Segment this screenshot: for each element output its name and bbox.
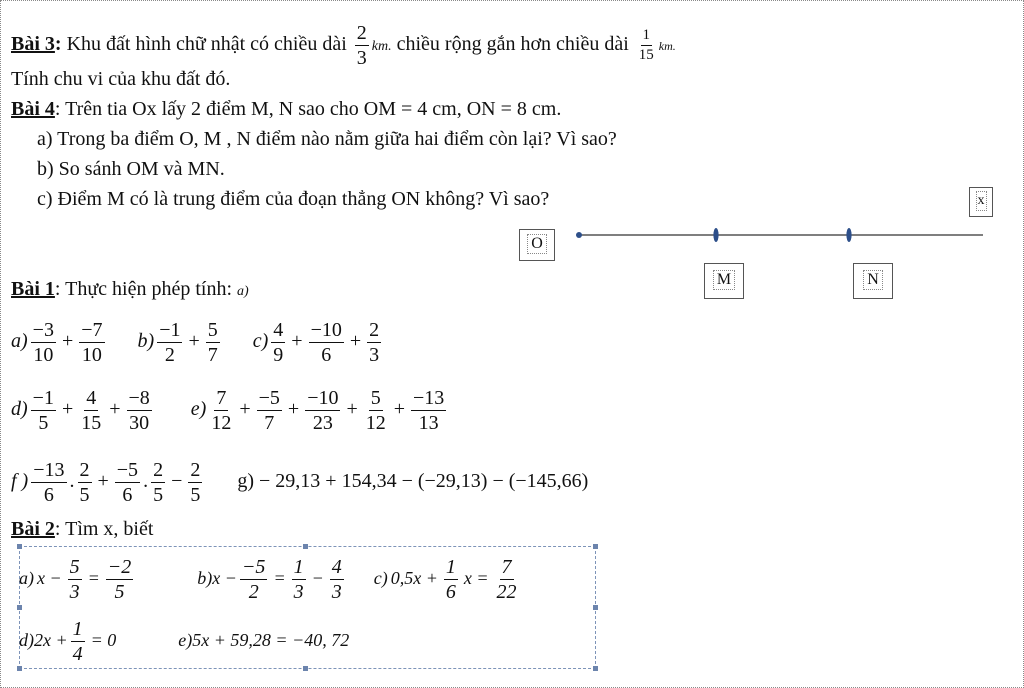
point-n-marker bbox=[846, 228, 851, 242]
resize-handle[interactable] bbox=[593, 544, 598, 549]
fraction: $\frac{-13}{13}$ bbox=[413, 386, 445, 434]
bai4-question-a: a) Trong ba điểm O, M , N điểm nào nằm giữa hai điểm còn lại? Vì sao? bbox=[37, 128, 617, 150]
bai2-e-equation: e)5x + 59,28 = −40, 72 bbox=[178, 630, 350, 650]
fraction: $\frac{5}{12}$ bbox=[365, 386, 386, 434]
bai1-label: Bài 1 bbox=[11, 278, 55, 300]
fraction: $\frac{-5}{6}$ bbox=[116, 458, 139, 506]
fraction: $\frac{-7}{10}$ bbox=[81, 318, 103, 366]
fraction: $\frac{-1}{5}$ bbox=[32, 386, 54, 434]
fraction: $\frac{2}{3}$ bbox=[369, 318, 380, 366]
bai1-row-1: a) $\frac{-3}{10}$ + $\frac{-7}{10}$ b) $\frac{-1}{2}$ + $\frac{5}{7}$ c) $\frac{4}{9}$ + $\frac{-10}{6}$ + $\frac{2}{3}$ bbox=[11, 318, 380, 366]
fraction: $\frac{4}{9}$ bbox=[273, 318, 284, 366]
bai3-text-2: chiều rộng gắn hơn chiều dài bbox=[391, 33, 629, 56]
fraction: $\frac{5}{7}$ bbox=[207, 318, 218, 366]
bai1-line: Bài 1: Thực hiện phép tính: a) bbox=[11, 278, 249, 300]
label-n-box: N bbox=[853, 263, 893, 299]
fraction: $\frac{-8}{30}$ bbox=[128, 386, 150, 434]
bai4-label: Bài 4 bbox=[11, 98, 55, 120]
fraction: $\frac{2}{5}$ bbox=[190, 458, 201, 506]
fraction: $\frac{-3}{10}$ bbox=[32, 318, 54, 366]
fraction: $\frac{2}{5}$ bbox=[153, 458, 164, 506]
bai4-line: Bài 4: Trên tia Ox lấy 2 điểm M, N sao cho OM = 4 cm, ON = 8 cm. bbox=[11, 98, 562, 120]
point-o-marker bbox=[576, 232, 582, 238]
label-o-box: O bbox=[519, 229, 555, 261]
bai2-label: Bài 2 bbox=[11, 518, 55, 540]
bai3-label: Bài 3 bbox=[11, 33, 55, 56]
bai3-line-2: Tính chu vi của khu đất đó. bbox=[11, 68, 231, 90]
fraction: $\frac{-10}{6}$ bbox=[310, 318, 342, 366]
bai1-row-3: f ) $\frac{-13}{6}$ . $\frac{2}{5}$ + $\frac{-5}{6}$ . $\frac{2}{5}$ − $\frac{2}{5}$ g) − 29,13 + 154,34 − (−29,13) − (−145,66) bbox=[11, 458, 589, 506]
label-x-box: x bbox=[969, 187, 993, 217]
resize-handle[interactable] bbox=[593, 666, 598, 671]
bai3-text-1: Khu đất hình chữ nhật có chiều dài bbox=[61, 33, 347, 56]
point-m-marker bbox=[713, 228, 718, 242]
ray-diagram bbox=[1, 1, 1023, 301]
fraction: $\frac{7}{12}$ bbox=[211, 386, 232, 434]
fraction: $\frac{-1}{2}$ bbox=[159, 318, 181, 366]
bai3-length-fraction: $\frac{2}{3}$ bbox=[356, 22, 367, 69]
bai4-question-c: c) Điểm M có là trung điểm của đoạn thẳng ON không? Vì sao? bbox=[37, 188, 550, 210]
fraction: $\frac{-5}{7}$ bbox=[258, 386, 280, 434]
bai3-line-1: Bài 3: Khu đất hình chữ nhật có chiều dài $\frac{2}{3}$ km. chiều rộng gắn hơn chiều dài $\frac{1}{15}$ km. bbox=[11, 22, 676, 69]
resize-handle[interactable] bbox=[593, 605, 598, 610]
bai1-g-expression: g) − 29,13 + 154,34 − (−29,13) − (−145,66) bbox=[237, 470, 589, 492]
bai2-row-1: a) x − $\frac{5}{3}$ = $\frac{-2}{5}$ b)x − $\frac{-5}{2}$ = $\frac{1}{3}$ − $\frac{4}{3}$ c) 0,5x + $\frac{1}{6}$ x = $\frac{7}{22}$ bbox=[19, 556, 517, 604]
fraction: $\frac{-10}{23}$ bbox=[307, 386, 339, 434]
bai2-row-2: d)2x + $\frac{1}{4}$ = 0 e)5x + 59,28 = −40, 72 bbox=[19, 618, 350, 666]
fraction: $\frac{-13}{6}$ bbox=[33, 458, 65, 506]
bai4-question-b: b) So sánh OM và MN. bbox=[37, 158, 225, 180]
fraction: $\frac{2}{5}$ bbox=[79, 458, 90, 506]
bai1-row-2: d) $\frac{-1}{5}$ + $\frac{4}{15}$ + $\frac{-8}{30}$ e) $\frac{7}{12}$ + $\frac{-5}{7}$ + $\frac{-10}{23}$ + $\frac{5}{12}$ + $\frac{-13}{13}$ bbox=[11, 386, 445, 434]
bai3-diff-fraction: $\frac{1}{15}$ bbox=[638, 27, 654, 63]
fraction: $\frac{4}{15}$ bbox=[81, 386, 102, 434]
label-m-box: M bbox=[704, 263, 744, 299]
bai2-line: Bài 2: Tìm x, biết bbox=[11, 518, 154, 540]
